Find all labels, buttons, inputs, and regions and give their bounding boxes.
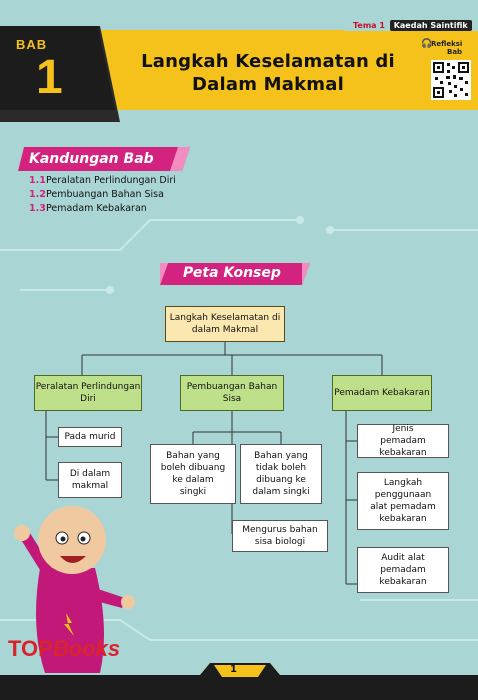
- chapter-title-line2: Dalam Makmal: [192, 74, 344, 95]
- topbooks-logo: [8, 636, 120, 662]
- kandungan-title: Kandungan Bab: [29, 151, 154, 167]
- leaf-tidak-boleh-dibuang: Bahan yang tidak boleh dibuang ke dalam singki: [240, 444, 322, 504]
- chapter-title-line1: Langkah Keselamatan di: [141, 51, 395, 72]
- category-peralatan: Peralatan Perlindungan Diri: [34, 375, 142, 411]
- leaf-jenis-pemadam: Jenis pemadam kebakaran: [357, 424, 449, 458]
- refleksi-line1: Refleksi: [431, 40, 463, 48]
- logo-top: TOP: [8, 636, 53, 661]
- toc-number: 1.3: [29, 203, 46, 214]
- theme-number: Tema 1: [353, 21, 385, 30]
- category-pembuangan: Pembuangan Bahan Sisa: [180, 375, 284, 411]
- theme-title: Kaedah Saintifik: [390, 20, 472, 31]
- leaf-langkah-penggunaan: Langkah penggunaan alat pemadam kebakaran: [357, 472, 449, 530]
- category-pemadam: Pemadam Kebakaran: [332, 375, 432, 411]
- toc-label: Peralatan Perlindungan Diri: [46, 175, 176, 186]
- page-number: 1: [230, 664, 237, 675]
- leaf-pada-murid: Pada murid: [58, 427, 122, 447]
- chapter-number: 1: [36, 51, 63, 104]
- logo-books: Books: [52, 636, 121, 661]
- leaf-di-dalam-makmal: Di dalam makmal: [58, 462, 122, 498]
- chapter-label: BAB: [16, 37, 48, 52]
- peta-konsep-title: Peta Konsep: [183, 265, 281, 281]
- leaf-sisa-biologi: Mengurus bahan sisa biologi: [232, 520, 328, 552]
- concept-root: Langkah Keselamatan di dalam Makmal: [165, 306, 285, 342]
- toc-number: 1.2: [29, 189, 46, 200]
- leaf-audit-alat: Audit alat pemadam kebakaran: [357, 547, 449, 593]
- headphones-icon: 🎧: [421, 39, 433, 49]
- toc-label: Pemadam Kebakaran: [46, 203, 147, 214]
- leaf-boleh-dibuang: Bahan yang boleh dibuang ke dalam singki: [150, 444, 236, 504]
- toc-number: 1.1: [29, 175, 46, 186]
- refleksi-line2: Bab: [447, 48, 463, 56]
- toc-label: Pembuangan Bahan Sisa: [46, 189, 164, 200]
